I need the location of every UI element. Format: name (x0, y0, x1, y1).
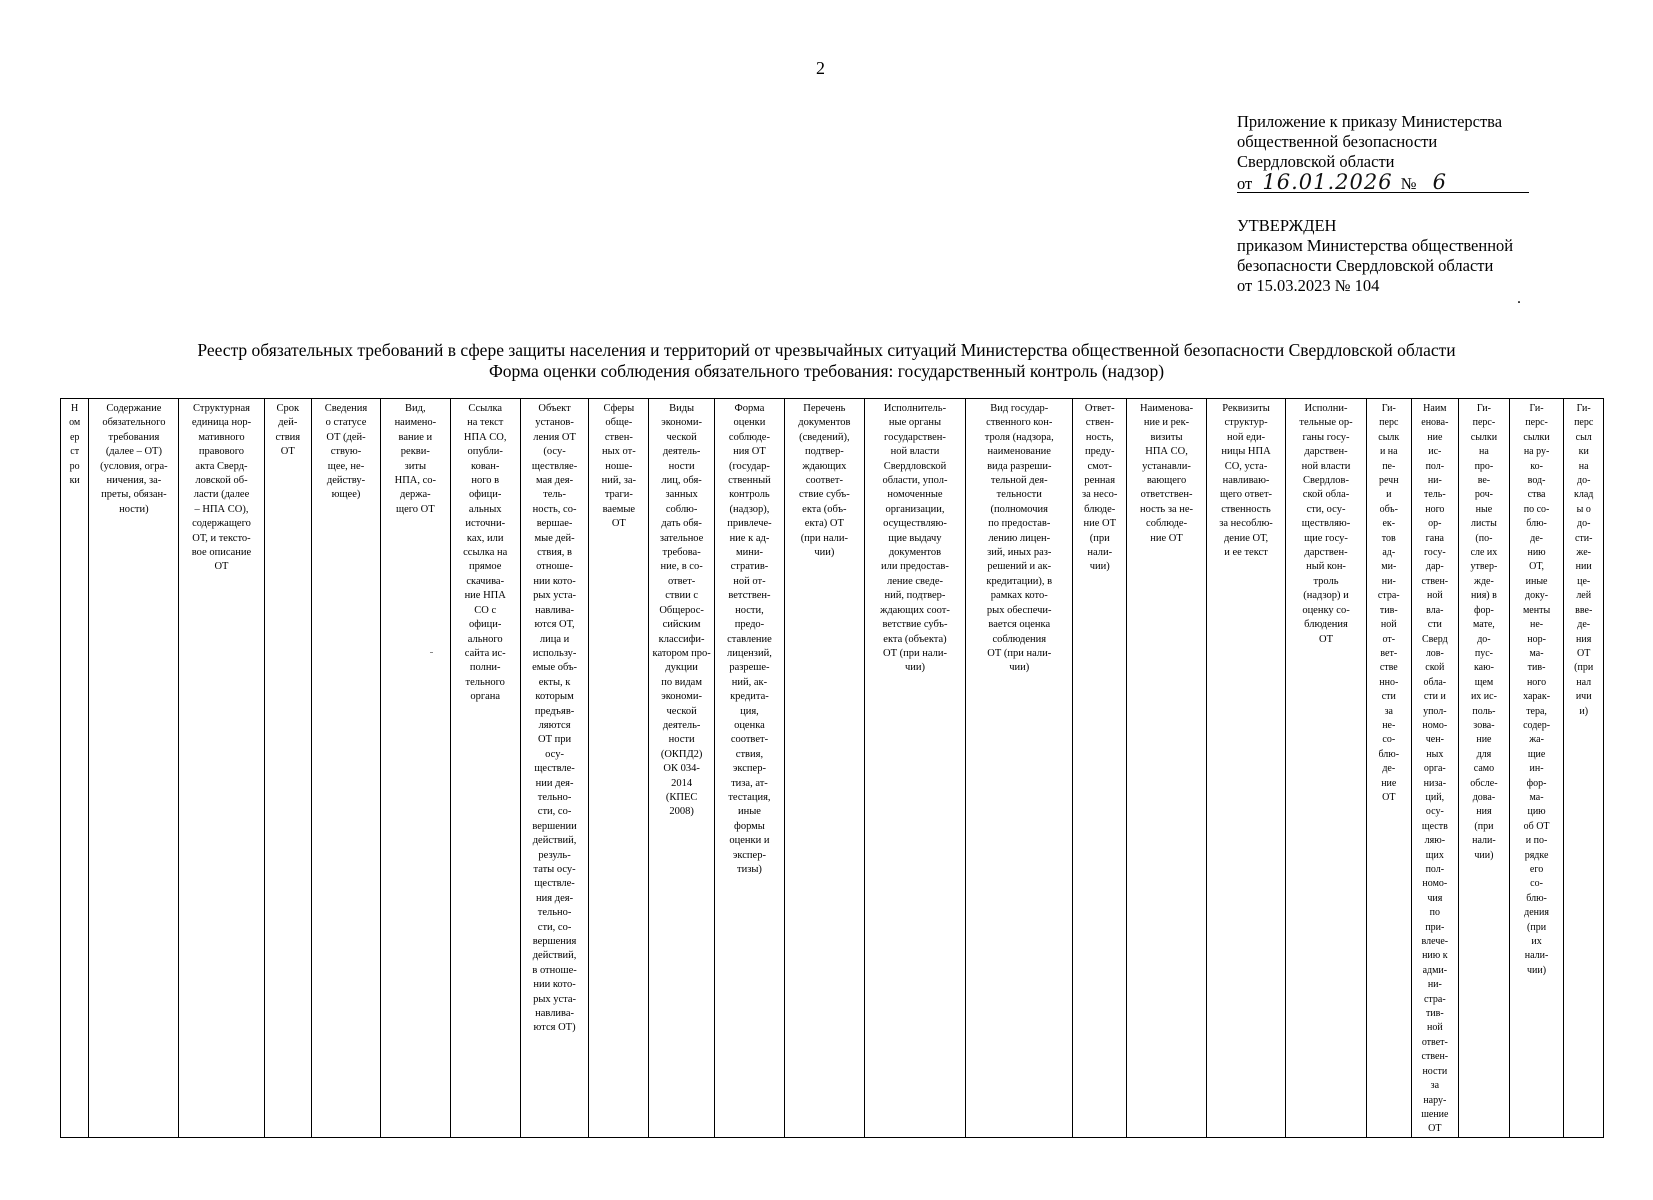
col-documents-list: Перечень документов (сведений), подтвер- ждающих соответ- ствие субъ- екта (объ- екта) ОТ (при нали- чии) (784, 399, 864, 1138)
approval-block (1237, 216, 1577, 296)
col-requirement-content: Содержание обязательного требования (далее – ОТ) (условия, огра- ничения, за- преты, обязан- ности) (89, 399, 179, 1138)
title-line-1: Реестр обязательных требований в сфере защиты населения и территорий от чрезвычайных ситуаций Министерства общественной безопасности Свердловской области (197, 340, 1456, 360)
appendix-line-2: общественной безопасности (1237, 132, 1438, 151)
col-economic-activity: Виды экономи- ческой деятель- ности лиц, обя- занных соблю- дать обя- зательное требова- ние, в со- ответ- ствии с Общерос- сийским классифи- катором про- дукции по видам экономи- ческой деятель- ности (ОКПД2) ОК 034- 2014 (КПЕС 2008) (649, 399, 715, 1138)
col-control-type: Вид государ- ственного кон- троля (надзора, наименование вида разреши- тельной дея- тельности (полномочия по предостав- лению лицен- зий, иных раз- решений и ак- кредитации), в рамках кото- рых обеспечи- вается оценка соблюдения ОТ (при нали- чии) (966, 399, 1073, 1138)
col-object: Объект установ- ления ОТ (осу- ществляе- мая дея- тель- ность, со- вершае- мые дей- ствия, в отноше- нии кото- рых уста- навлива- ются ОТ, лица и использу- емые объ- екты, к которым предъяв- ляются ОТ при осу- ществле- нии дея- тельно- сти, со- вершении действий, резуль- таты осу- ществле- ния дея- тельно- сти, со- вершения действий, в отноше- нии кото- рых уста- навлива- ются ОТ) (520, 399, 589, 1138)
col-hyperlinks-objects: Ги- перс сылк и на пе- речн и объ- ек- тов ад- ми- ни- стра- тив- ной от- вет- стве нно- сти за не- со- блю- де- ние ОТ (1367, 399, 1412, 1138)
scan-speck (430, 652, 433, 653)
number-label: № (1400, 174, 1417, 193)
col-liability-details: Реквизиты структур- ной еди- ницы НПА СО, уста- навливаю- щего ответ- ственность за несоблю- дение ОТ, и ее текст (1207, 399, 1286, 1138)
col-authorized-body-name: Наим енова- ние ис- пол- ни- тель- ного ор- гана госу- дар- ствен- ной вла- сти Сверд лов- ской обла- сти и упол- номо- чен- ных орга- низа- ций, осу- ществ ляю- щих пол- номо- чия по при- влече- нию к адми- ни- стра- тив- ной ответ- ствен- ности за нару- шение ОТ (1411, 399, 1459, 1138)
title-line-2: Форма оценки соблюдения обязательного требования: государственный контроль (надзор) (488, 361, 1165, 381)
col-liability: Ответ- ствен- ность, преду- смот- ренная за несо- блюде- ние ОТ (при нали- чии) (1073, 399, 1127, 1138)
stray-dot: . (1517, 290, 1521, 307)
col-liability-npa: Наименова- ние и рек- визиты НПА СО, устанавли- вающего ответствен- ность за не- соблюде- ние ОТ (1127, 399, 1207, 1138)
page-number: 2 (816, 58, 825, 78)
col-hyperlinks-guides: Ги- перс- сылки на ру- ко- вод- ства по со- блю- де- нию ОТ, иные доку- менты не- нор- ма- тив- ного харак- тера, содер- жа- щие ин- фор- ма- цию об ОТ и по- рядке его со- блю- дения (при их нали- чии) (1509, 399, 1564, 1138)
col-npa-link: Ссылка на текст НПА СО, опубли- кован- ного в офици- альных источни- ках, или ссылка на прямое скачива- ние НПА СО с офици- ального сайта ис- полни- тельного органа (450, 399, 520, 1138)
register-table (60, 398, 1604, 1138)
col-hyperlinks-reports: Ги- перс сыл ки на до- клад ы о до- сти- же- нии це- лей вве- де- ния ОТ (при нал ичи и) (1564, 399, 1604, 1138)
from-label: от (1237, 174, 1253, 193)
col-validity-period: Срок дей- ствия ОТ (264, 399, 312, 1138)
col-assessment-form: Форма оценки соблюде- ния ОТ (государ- ственный контроль (надзор), привлече- ние к ад- мини- стратив- ной от- ветствен- ности, предо- ставление лицензий, разреше- ний, ак- кредита- ция, оценка соответ- ствия, экспер- тиза, ат- тестация, иные формы оценки и экспер- тизы) (715, 399, 785, 1138)
col-structural-unit: Структурная единица нор- мативного правового акта Сверд- ловской об- ласти (далее – НПА СО), содержащего ОТ, и тексто- вое описание ОТ (179, 399, 264, 1138)
order-date-number-line (1237, 172, 1529, 193)
col-npa-type: Вид, наимено- вание и рекви- зиты НПА, со- держа- щего ОТ (380, 399, 450, 1138)
col-control-bodies: Исполни- тельные ор- ганы госу- дарствен- ной власти Свердлов- ской обла- сти, осу- ществляю- щие госу- дарствен- ный кон- троль (надзор) и оценку со- блюдения ОТ (1286, 399, 1367, 1138)
appendix-block (1237, 112, 1557, 193)
col-spheres: Сферы обще- ствен- ных от- ноше- ний, за- траги- ваемые ОТ (589, 399, 649, 1138)
col-executive-bodies: Исполнитель- ные органы государствен- ной власти Свердловской области, упол- номоченные организации, осуществляю- щие выдачу документов или предостав- ление сведе- ний, подтвер- ждающих соот- ветствие субъ- екта (объекта) ОТ (при нали- чии) (864, 399, 965, 1138)
table-header-row (61, 399, 1604, 1138)
col-row-number: Н ом ер ст ро ки (61, 399, 89, 1138)
handwritten-number: 6 (1432, 170, 1447, 194)
approved-line-3: от 15.03.2023 № 104 (1237, 276, 1380, 295)
approved-line-2: безопасности Свердловской области (1237, 256, 1494, 275)
approved-heading: УТВЕРЖДЕН (1237, 216, 1337, 235)
col-status: Сведения о статусе ОТ (дей- ствую- щее, не- действу- ющее) (312, 399, 381, 1138)
appendix-line-3: Свердловской области (1237, 152, 1395, 171)
appendix-line-1: Приложение к приказу Министерства (1237, 112, 1503, 131)
col-hyperlinks-checklists: Ги- перс- сылки на про- ве- роч- ные листы (по- сле их утвер- жде- ния) в фор- мате, до- пус- каю- щем их ис- поль- зова- ние для само обсле- дова- ния (при нали- чии) (1459, 399, 1510, 1138)
document-title (0, 340, 1653, 382)
handwritten-date: 16.01.2026 (1262, 170, 1393, 194)
approved-line-1: приказом Министерства общественной (1237, 236, 1514, 255)
